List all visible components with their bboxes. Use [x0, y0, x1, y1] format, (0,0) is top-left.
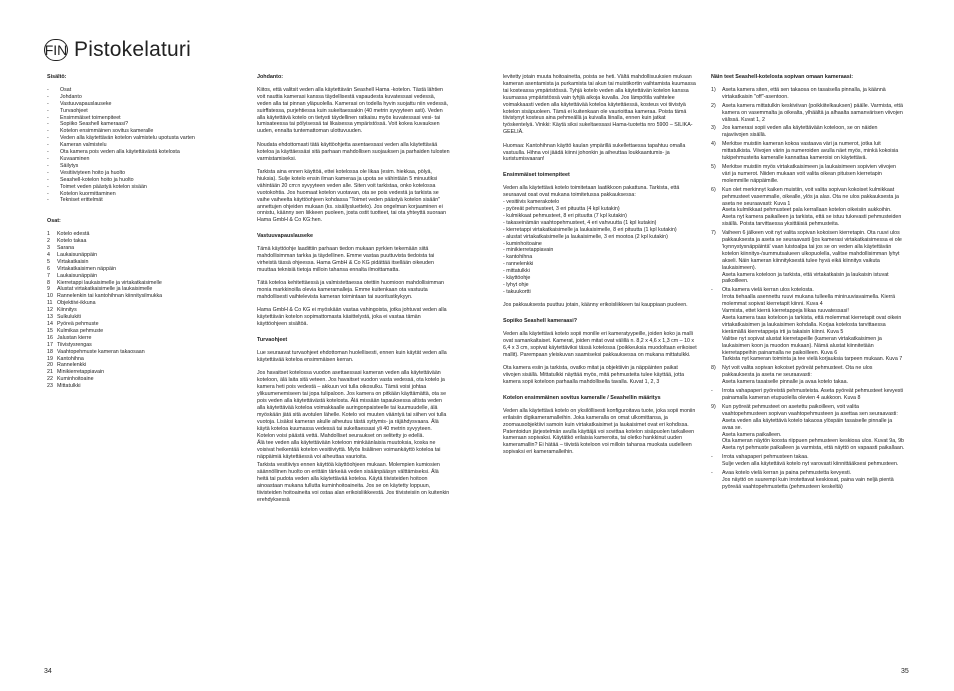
- part-label: Kiinnitys: [57, 307, 77, 314]
- note-paragraph: Huomaa: Kantohihnan käyttö kaulan ympärillä sukellettaessa tapahtuu omalla vastuulla. Hihna voi jäädä kiinni johonkin ja aiheuttaa loukkaantumis- ja kuristumisvaaran!: [503, 142, 686, 163]
- step-text: Jos kamerasi sopii veden alla käytettävään koteloon, se on näiden rajaviivojen sisällä.: [722, 125, 878, 139]
- toc-item: [47, 177, 229, 184]
- first-steps-paragraph: Veden alla käytettävä kotelo toimitetaan laatikkoon pakattuna. Tarkista, että seuraavat osat ovat mukana toimitetussa pakkauksessa:: [503, 185, 680, 199]
- part-number: 19: [47, 355, 53, 362]
- part-label: Jalustan kierre: [57, 334, 92, 341]
- page-number-right: 35: [901, 668, 909, 675]
- intro-paragraph: Noudata ehdottomasti tätä käyttöohjetta asentaessasi veden alla käytettävää koteloa ja käyttäessäsi sitä parhaan mahdollisen suojauksen ja parhaiden tulosten varmistamiseksi.: [257, 141, 450, 162]
- step-number: -: [711, 454, 713, 461]
- part-item: [47, 349, 229, 356]
- toc-item-label: Seashell-kotelon hoito ja huolto: [60, 176, 134, 183]
- part-number: 5: [47, 258, 50, 265]
- toc-item-label: Säilytys: [60, 162, 79, 169]
- part-number: 22: [47, 376, 53, 383]
- part-item: [47, 273, 229, 280]
- part-item: [47, 286, 229, 293]
- adjust-heading: Näin teet Seashell-kotelosta sopivan omaan kameraasi:: [711, 74, 854, 80]
- part-item: [47, 245, 229, 252]
- toc-item: [47, 163, 229, 170]
- toc-item-label: Ota kamera pois veden alla käytettävästä kotelosta: [60, 149, 180, 156]
- bullet: -: [47, 197, 49, 204]
- first-steps-heading: Ensimmäiset toimenpiteet: [503, 172, 570, 179]
- part-label: Vaahtopehmuste kameran takaosaan: [57, 348, 145, 355]
- toc-item-label: Tekniset erittelmät: [60, 197, 103, 204]
- part-item: [47, 300, 229, 307]
- toc-item: [47, 128, 229, 135]
- step-text: Vaiheen 6 jälkeen voit nyt valita sopivan kokoisen kierretapin. Ota ruuvi ulos pakkauksesta ja aseta se seuraavasti (jos kamerasi virtakatkaisimessa ei ole 'kynnystysnäppäintä' vaan luistoalpa tai jos se on veden alla käytettävän kotelon kiinnitys-/summutsalueen ulkopuolella, valitse mahdollisimman lyhyt akseli. Näin kameran kiinnityksestä tulee hyvä eikä kiinnitys vaikuta laukaisimeen). Aseta kamera koteloon ja tarkista, että virtakatkaisin ja laukaisin istuvat paikoilleen.: [722, 230, 902, 285]
- step-text: Aseta kamera mittatulkin keskiviivan (poikkiitelkauksen) päälle. Varmista, että kamera on vasemmalta ja oikealta, ylhäältä ja alhaalta samanvärisen viivojen välissä. Kuvat 1, 2: [722, 102, 903, 123]
- step-item: [711, 470, 905, 491]
- step-item: [711, 365, 905, 386]
- part-item: [47, 266, 229, 273]
- part-number: 2: [47, 238, 50, 245]
- safety-paragraph: Tarkista vesitiiviys ennen käyttöä käyttöohjeen mukaan. Molempien kumiosien säännöllinen huolto on erittäin tärkeää veden sisäänpääsyn välttämiseksi. Älä heitä tai pudota veden alla käytettävää koteloa. Käytä tiivisteiden hoitoon ainoastaan mukana tullutta kuminhoitoaineita. Jos se on käytetty loppuun, tiivisteiden hoitoaineita voi ostaa alan erikoisliikkeestä. Jos tiivisteisiin on kuitenkin erehdyksessä: [257, 462, 450, 503]
- part-item: [47, 328, 229, 335]
- step-text: Kun pyöreät pehmusteet on asetettu paikoilleen, voit valita vaahtopehmusteen sopivan vaahtopehmusteen ja asettaa sen seuraavasti: Aseta veden alla käytettävä kotelo takaosa ylöspäin tasaiselle pinnalle ja avaa se. Aseta kamera paikalleen. Ota kameran näytön koosta riippuen pehmusteen keskiosa ulos. Kuvat 9a, 9b Aseta nyt pehmuste paikalleen ja varmista, että näyttö on vapaasti paikallaan.: [722, 403, 905, 452]
- bullet: -: [47, 135, 49, 142]
- package-item: - takuukortti: [503, 288, 531, 295]
- part-label: Kierretappi laukaisimelle ja virtakatkaisimelle: [57, 279, 162, 286]
- toc-item-label: Kameran valmistelu: [60, 142, 107, 149]
- part-label: Minikierretappiavain: [57, 369, 105, 376]
- part-item: [47, 362, 229, 369]
- step-item: [711, 230, 905, 285]
- step-item: [711, 454, 905, 468]
- part-label: Alustat virtakatkaisimelle ja laukaisimelle: [57, 286, 153, 293]
- intro-paragraph: Kiitos, että valitsit veden alla käytettävän Seashell Hama -kotelon. Tästä lähtien voit nauttia kamerasi kanssa täydellisestä vapaudesta kuvatessasi vedessä, veden alla tai pinnan yläpuolella. Kamerasi on todella hyvin suojattu niin vedessä, suirffatessa, purjehtiessa kuin sukeltaessakin (40 metrin syvyyteen asti). Veden alla käytettävä kotelo on tietysti täydellinen ratkaisu myös kuvatessasi vesi- tai lumisateessa tai pölyisessä tai likaisessa ympäristössä. Voit kokea kuvauksen uuden, ennalta tuntemattoman ulottuvuuden.: [257, 86, 449, 135]
- part-label: Kulmikas pehmuste: [57, 327, 104, 334]
- step-text: Irrota vahapaperi pyöreistä pehmusteista. Aseta pyöreät pehmusteet kevyesti painamalla kameran etupuolella olevien 4 aukkoon. Kuva 8: [722, 388, 904, 401]
- parts-list: [47, 231, 229, 390]
- fit-paragraph: Veden alla käytettävä kotelo sopii monille eri kameratyypeille, joiden koko ja malli ovat samankaltaiset. Kamerat, joiden mitat ovat välillä n. 8,2 x 4,6 x 1,3 cm – 10 x 6,4 x 3 cm, sopivat käytettäviksi tässä kotelossa (poikkeuksia muodoltaan erikoiset mallit). Parempaan yleiskuvan saamiseksi pakkauksessa on mukana mittatulkki.: [503, 331, 697, 358]
- toc-item: [47, 135, 229, 142]
- bullet: -: [47, 162, 49, 169]
- part-label: Kotelo edestä: [57, 231, 90, 238]
- step-item: [711, 287, 905, 363]
- step-number: 9): [711, 403, 716, 410]
- part-label: Laukaisunäppäin: [57, 251, 98, 258]
- step-number: 1): [711, 86, 716, 93]
- safety-paragraph: Jos havaitset kotelossa vuodon asettaessasi kameran veden alla käytettävään koteloon, älä laita sitä veteen. Jos havaitset vuodon vasta vedessä, ota kotelo ja kamera heti pois vedestä – akkuun voi tulla oikosulku. Tämä voisi johtaa ylikuumenemiseen tai jopa tulipaloon. Jos kamera on pitkään käyttämättä, ota se pois veden alla käytettävästä kotelosta. Älä missään tapauksessa altista veden alla käytettävää koteloa voimakkaalle auringonpaisteelle tai kuumuudelle, älä myöskään jätä sitä avotulen lähelle. Kotelo voi muuten vääntyä tai siihen voi tulla vuotoja. Lisäksi kameran akulle aiheutuu tästä syttymis- ja räjähdysvaara. Älä käytä koteloa kuumassa vedessä tai sukeltaessasi yli 40 metrin syvyyteen. Kotelon voisi päästä vettä. Mahdolliset seuraukset on selitetty jo edellä.: [257, 370, 447, 439]
- package-item: - kantohihna: [503, 254, 533, 261]
- part-label: Sulkulukiti: [57, 314, 81, 321]
- toc-item: [47, 87, 229, 94]
- intro-heading: Johdanto:: [257, 74, 284, 80]
- toc-item-label: Veden alla käytettävän kotelon valmistelu upotusta varten: [60, 135, 195, 142]
- disclaimer-heading: Vastuuvapauslauseke: [257, 233, 314, 240]
- toc-item-label: Sopiiko Seashell kameraasi?: [60, 121, 129, 128]
- step-item: [711, 125, 905, 139]
- package-item: - mittatulkki: [503, 268, 530, 275]
- part-number: 15: [47, 327, 53, 334]
- step-text: Merkitse muistiin myös virtakatkaisimeen ja laukaisimeen sopivien viivojen väri ja numerot. Niiden mukaan voit valita oikean pituisen kierretapin molemmille näppäimille.: [722, 163, 896, 184]
- bullet: -: [47, 100, 49, 107]
- step-item: [711, 187, 905, 228]
- toc-item-label: Kotelon ensimmäinen sovitus kameralle: [60, 128, 154, 135]
- safety-paragraph: Lue seuraavat turvaohjeet ehdottoman huolellisesti, ennen kuin käytät veden alla käytettävää koteloa ensimmäisen kerran.: [257, 350, 447, 363]
- page-number-left: 34: [44, 668, 52, 675]
- toc-item: [47, 149, 229, 156]
- part-item: [47, 280, 229, 287]
- part-label: Mittatulkki: [57, 383, 81, 390]
- package-contents-list: [503, 199, 697, 296]
- step-number: 3): [711, 125, 716, 132]
- package-item: - käyttöohje: [503, 275, 531, 282]
- toc-item-label: Kotelon kuormittaminen: [60, 190, 116, 197]
- column-adjust: [711, 74, 905, 493]
- page-header: [44, 36, 191, 64]
- step-number: 4): [711, 141, 716, 148]
- part-number: 8: [47, 279, 50, 286]
- package-item: - takaseinämän vaahtopehmusteet, 4 eri vahvuutta (1 kpl kutakin): [503, 219, 657, 226]
- toc-item: [47, 94, 229, 101]
- toc-item-label: Kuvaaminen: [60, 155, 90, 162]
- continued-paragraph: levitetty jotain muuta hoitoainetta, poista se heti. Vältä mahdollisuuksien mukaan kameran asentamista ja purkamista tai akun tai muistikortin vaihtamista kuumassa tai kosteassa ympäristössä. Tyhjä kotelo veden alla käytettävän kotelon kanssa kuumassa ympäristössä vain tyhjiä aikoja kuvalla. Jos lämpötila vaihtelee voimakkaasti veden alla käytettävää koteloa käytettäessä, kosteus voi tiivistyä kotelon sisäpuoleen. Tämä ei kuitenkaan ole vaurioittaa kameraa. Poista tämä tiivistynyt kosteus aina pehmeällä ja kuivalla liinalla, ennen kuin jatkat työskentelyä. Vinkki: Käytä siksi sukeltaessasi Hama-tuotetta nro 5900 – SILIKA-GEELIÄ.: [503, 74, 696, 136]
- part-item: [47, 321, 229, 328]
- bullet: -: [47, 149, 49, 156]
- toc-item-label: Vesitiiviyteen hoito ja huolto: [60, 169, 126, 176]
- package-item: - minikierretappiavain: [503, 247, 554, 254]
- toc-item-label: Johdanto: [60, 93, 82, 100]
- package-item: - kulmikkaat pehmusteet, 8 eri pituutta (7 kpl kutakin): [503, 212, 627, 219]
- step-number: 7): [711, 230, 716, 237]
- toc-item-label: Toimet veden päästyä kotelon sisään: [60, 183, 147, 190]
- part-number: 12: [47, 307, 53, 314]
- bullet: -: [47, 176, 49, 183]
- part-label: Sarana: [57, 245, 75, 252]
- bullet: -: [47, 190, 49, 197]
- part-label: Objektiivi-ikkuna: [57, 300, 96, 307]
- bullet: -: [47, 128, 49, 135]
- step-text: Avaa kotelo vielä kerran ja paina pehmustetta kevyesti. Jos näyttö on suurempi kuin irrotettavat keskiosat, paina vain neljä pientä pyöreää vaahtopehmustetta (pehmusteen keskeltä): [722, 470, 894, 490]
- page-title: Pistokelaturi: [74, 38, 191, 61]
- bullet: -: [47, 183, 49, 190]
- part-number: 10: [47, 293, 53, 300]
- step-text: Irrota vahapaperi pehmusteen takaa. Sulje veden alla käytettävä kotelo nyt varovasti kiinnittääksesi pehmusteen.: [722, 454, 899, 468]
- part-number: 23: [47, 383, 53, 390]
- toc-item-label: Ensimmäiset toimenpiteet: [60, 114, 121, 121]
- part-number: 3: [47, 245, 50, 252]
- part-number: 7: [47, 272, 50, 279]
- part-number: 4: [47, 251, 50, 258]
- disclaimer-paragraph: Tätä koteloa kehitettäessä ja valmistettaessa otettiin huomioon mahdollisimman monia markkinoilla olevia kameramalleja. Emme kuitenkaan ota vastuuta mahdollisesti vaihtelevista kameran toimintaan tai suoritustkykyyn.: [257, 280, 444, 301]
- step-number: -: [711, 388, 713, 395]
- part-item: [47, 314, 229, 321]
- step-text: Nyt voit valita sopivan kokoiset pyöreät pehmusteet. Ota ne ulos pakkauksesta ja aseta ne seuraavasti: Aseta kamera tasaiselle pinnalle ja avaa kotelo takaa.: [722, 365, 873, 386]
- package-item: - kuminhoitoaine: [503, 240, 542, 247]
- part-item: [47, 342, 229, 349]
- part-label: Kantohihna: [57, 355, 84, 362]
- parts-heading: Osat:: [47, 218, 61, 225]
- language-badge: FIN: [44, 39, 68, 61]
- part-number: 16: [47, 334, 53, 341]
- toc-item: [47, 197, 229, 204]
- package-note: Jos pakkauksesta puuttuu jotain, käänny erikoisliikkeen tai kauppiaan puoleen.: [503, 302, 688, 309]
- fit-heading: Sopiiko Seashell kameraasi?: [503, 318, 578, 325]
- part-item: [47, 238, 229, 245]
- step-item: [711, 388, 905, 402]
- column-contents: [47, 74, 229, 390]
- toc-item-label: Turvaohjeet: [60, 107, 88, 114]
- part-item: [47, 335, 229, 342]
- part-item: [47, 252, 229, 259]
- safety-heading: Turvaohjeet: [257, 337, 288, 344]
- package-item: - rannelenkki: [503, 261, 534, 268]
- part-label: Laukaisunäppäin: [57, 272, 98, 279]
- toc-item: [47, 108, 229, 115]
- package-item: - lyhyt ohje: [503, 281, 529, 288]
- part-item: [47, 369, 229, 376]
- toc-list: [47, 87, 229, 204]
- toc-item-label: Osat: [60, 86, 72, 93]
- part-item: [47, 307, 229, 314]
- part-number: 13: [47, 314, 53, 321]
- toc-item: [47, 156, 229, 163]
- part-number: 11: [47, 300, 53, 307]
- step-number: 6): [711, 186, 716, 193]
- part-label: Virtakatkaisimen näppäin: [57, 265, 117, 272]
- first-fit-paragraph: Veden alla käytettävä kotelo on yksilöllisesti konfiguroitava tuote, joka sopii moniin erilaisiin digikameramalleihin. Joka kameralla on omat ulkomittansa, ja zoomausobjektiivi samoin kuin virtakatkaisimet ja laukaisimet ovat eri kohdissa. Patentoidun järjestelmän avulla käyttäjä voi sovittaa kotelon sisäpuolen tarkalleen kameraan sopivaksi. Käytätkö erilaisia kameroita, tai oletko hankkinut uuden kameramallin? Ei hätää – tiivistä koteloon voi milloin tahansa muokata uudelleen sopivaksi eri kameramalleihin.: [503, 407, 696, 456]
- step-item: [711, 87, 905, 101]
- bullet: -: [47, 114, 49, 121]
- bullet: -: [47, 86, 49, 93]
- step-item: [711, 404, 905, 452]
- part-item: [47, 231, 229, 238]
- step-item: [711, 141, 905, 162]
- part-number: 18: [47, 348, 53, 355]
- step-number: 8): [711, 365, 716, 372]
- column-first-steps: [503, 74, 697, 463]
- step-item: [711, 103, 905, 124]
- disclaimer-paragraph: Hama GmbH & Co KG ei myöskään vastaa vahingoista, jotka johtuvat veden alla käytettävän kotelon sopimattomasta käsittelystä, joka ei vastaa tämän käyttöohjeen sisältöä.: [257, 307, 447, 328]
- step-text: Merkitse muistiin kameran kokoa vastaava väri ja numerot, jotka luit mittatulkista. Viivojen värin ja numeroiden avulla näet myös, minkä kokoisia tukipehmusteita kameralle kannattaa kameroisi on käytettävä.: [722, 141, 899, 162]
- safety-paragraph: Älä tee veden alla käytettävään koteloon minkäänlaisia muutoksia, koska ne voisivat heikentää kotelon vesitiiviyttä. Myös lisäliinen voimankäyttö koteloa tai näppäimiä käytettäessä voi aiheuttaa vaurioita.: [257, 440, 441, 461]
- part-label: Kuminhoitoaine: [57, 376, 94, 383]
- toc-item: [47, 191, 229, 198]
- step-item: [711, 164, 905, 185]
- steps-list: [711, 87, 905, 491]
- step-number: -: [711, 287, 713, 294]
- bullet: -: [47, 107, 49, 114]
- part-number: 1: [47, 231, 50, 238]
- disclaimer-paragraph: Tämä käyttöohje laadittiin parhaan tiedon mukaan pyrkien tekemään siitä mahdollisimman tarkka ja täydellinen. Emme vastaa puuttuvista tiedoista tai virheistä tässä ohjeessa. Hama GmbH & Co KG pidättää itsellään oikeuden muuttaa teknisiä tietoja milloin tahansa ennalta ilmoittamatta.: [257, 246, 435, 273]
- toc-item: [47, 115, 229, 122]
- part-item: [47, 376, 229, 383]
- part-number: 14: [47, 321, 53, 327]
- step-text: Kun olet merkinnyt kaiken muistiin, voit valita sopivan kokoiset kulmikkaat pehmusteet vasemmalle, oikealle, ylös ja alas. Ota ne ulos pakkauksesta ja aseta ne seuraavasti: Kuva 1 Aseta kulmikkaat pehmusteet pala kerrallaan kotelon oikeisiin aukkoihin. Aseta nyt kamera paikalleen ja tarkista, että se istuu tukevasti pehmusteiden sisällä. Poista tarvittaessa yksittäisiä pehmusteita.: [722, 186, 902, 228]
- part-item: [47, 293, 229, 300]
- part-label: Pyöreä pehmuste: [57, 321, 99, 327]
- toc-heading: Sisältö:: [47, 74, 67, 80]
- step-number: 2): [711, 102, 716, 109]
- bullet: -: [47, 142, 49, 149]
- package-item: - vesitiivis kamerakotelo: [503, 199, 560, 206]
- bullet: -: [47, 121, 49, 128]
- package-item: - alustat virtakatkaisimelle ja laukaisimelle, 3 eri mootoa (2 kpl kutakin): [503, 233, 668, 240]
- part-number: 6: [47, 265, 50, 272]
- intro-paragraph: Tarkista aina ennen käyttöä, ettei kotelossa ole likaa (esim. hiekkaa, pölyä, hiuksia). Sulje kotelo ensin ilman kameraa ja upota se vähintään 5 minuutiksi vähintään 20 cm:n syvyyteen veden alle. Siten voit tarkistaa, onko kotelossa vuotokohtia. Jos huomaat kotelon vuotavan, ota se pois vedestä ja tarkista se vaihe vaiheelta käyttöohjeen kohdassa "Toimet veden päästyä kotelon sisään" annettujen ohjeiden mukaan (ks. sisällysluettelo). Jos ongelman korjaaminen ei onnistu, käänny sen liikkeen puoleen, josta ostit tuotteet, tai ota yhteyttä suoraan Hama GmbH & Co KG:hen.: [257, 168, 447, 224]
- part-number: 21: [47, 369, 53, 376]
- toc-item: [47, 101, 229, 108]
- part-label: Kotelo takaa: [57, 238, 87, 245]
- part-label: Virtakatkaisin: [57, 258, 89, 265]
- step-number: -: [711, 470, 713, 477]
- step-text: Ota kamera vielä kerran ulos kotelosta. Irrota tiehaalla asennettu ruuvi mukana tulleella miniruuviavaimella. Kierrä molemmat sopivat kierretapit kiinni. Kuva 4 Varmista, ettet kierrä kierretappeja liikaa ruuvatessasi! Aseta kamera taas koteloon ja tarkista, että molemmat kierretapit ovat oikein virtakatkaisimen ja laukaisimen kohdalla. Korjaa kotelosta tarvittaessa kierämällä kierretappeja irti ja takaisin kiinni. Kuva 5 Valitse nyt sopivat alustat kierretapeille (kameran virtakatkaisimen ja laukaisimen koon ja muodon mukaan). Nämä alustat kiinnitetään kierretappeihin painamalla ne paikoilleen. Kuva 6 Tarkista nyt kameran toiminta ja tee vielä korjauksia tarpeen mukaan. Kuva 7: [722, 287, 903, 363]
- bullet: -: [47, 169, 49, 176]
- toc-item-label: Vastuuvapauslauseke: [60, 100, 112, 107]
- toc-item: [47, 142, 229, 149]
- toc-item: [47, 170, 229, 177]
- bullet: -: [47, 155, 49, 162]
- toc-item: [47, 121, 229, 128]
- package-item: - pyöreät pehmusteet, 3 eri pituutta (4 kpl kutakin): [503, 206, 620, 212]
- part-number: 20: [47, 362, 53, 369]
- part-item: [47, 356, 229, 363]
- step-number: 5): [711, 163, 716, 170]
- part-label: Rannelenkki: [57, 362, 87, 369]
- part-number: 17: [47, 341, 53, 348]
- first-fit-heading: Kotelon ensimmäinen sovitus kameralle / Seashellin määritys: [503, 394, 661, 401]
- part-item: [47, 259, 229, 266]
- toc-item: [47, 184, 229, 191]
- fit-paragraph: Ota kamera esiin ja tarkista, ovatko mitat ja objektiivin ja näppäinten paikat viivojen sisällä. Mittatulkki näyttää myös, mitä pehmusteita tulee käyttää, jotta kamera sopii koteloon parhaalla mahdollisella tavalla. Kuvat 1, 2, 3: [503, 365, 685, 386]
- bullet: -: [47, 93, 49, 100]
- part-label: Tiivistysrengas: [57, 341, 92, 348]
- step-text: Aseta kamera siten, että sen takaosa on tasaisella pinnalla, ja käännä virtakatkaisin "off"-asentoon.: [722, 86, 886, 100]
- part-number: 9: [47, 286, 50, 293]
- package-item: - kierretappi virtakatkaisimelle ja laukaisimelle, 8 eri pituutta (1 kpl kutakin): [503, 226, 677, 233]
- part-item: [47, 383, 229, 390]
- column-intro: [257, 74, 451, 510]
- part-label: Rannelenkin tai kantohihnan kiinnitysilmukka: [57, 293, 163, 300]
